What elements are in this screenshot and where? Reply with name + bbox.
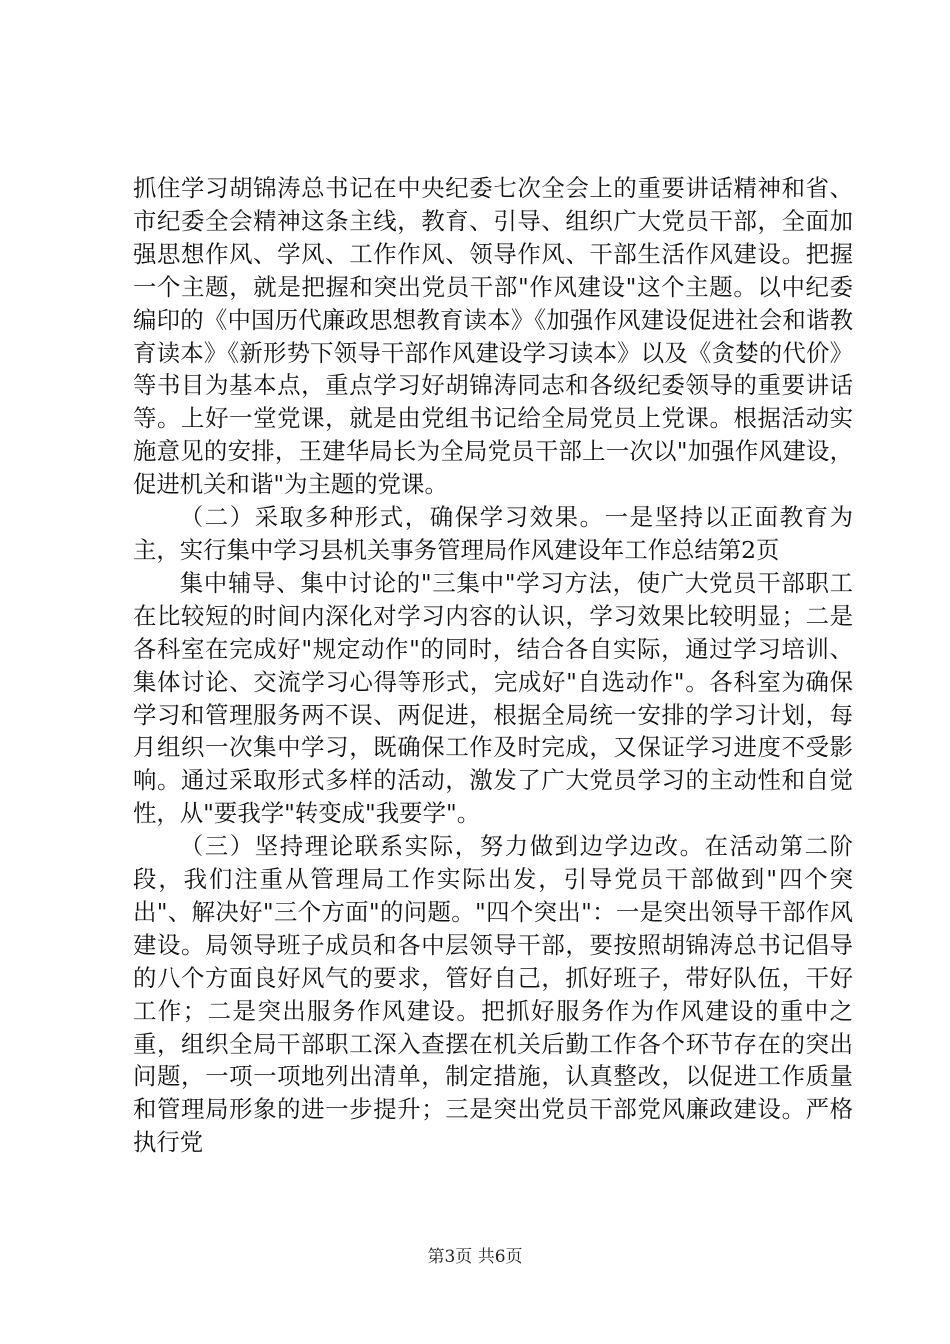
page-footer: 第3页 共6页 <box>427 1247 523 1267</box>
paragraph-1: 抓住学习胡锦涛总书记在中央纪委七次全会上的重要讲话精神和省、市纪委全会精神这条主线，教育、引导、组织广大党员干部，全面加强思想作风、学风、工作作风、领导作风、干部生活作风建设。把握一个主题，就是把握和突出党员干部"作风建设"这个主题。以中纪委编印的《中国历代廉政思想教育读本》《加强作风建设促进社会和谐教育读本》《新形势下领导干部作风建设学习读本》以及《贪婪的代价》等书目为基本点，重点学习好胡锦涛同志和各级纪委领导的重要讲话等。上好一堂党课，就是由党组书记给全局党员上党课。根据活动实施意见的安排，王建华局长为全局党员干部上一次以"加强作风建设，促进机关和谐"为主题的党课。 <box>133 174 853 499</box>
paragraph-3: 集中辅导、集中讨论的"三集中"学习方法，使广大党员干部职工在比较短的时间内深化对学习内容的认识，学习效果比较明显；二是各科室在完成好"规定动作"的同时，结合各自实际，通过学习培训、集体讨论、交流学习心得等形式，完成好"自选动作"。各科室为确保学习和管理服务两不误、两促进，根据全局统一安排的学习计划，每月组织一次集中学习，既确保工作及时完成，又保证学习进度不受影响。通过采取形式多样的活动，激发了广大党员学习的主动性和自觉性，从"要我学"转变成"我要学"。 <box>133 568 853 828</box>
body-text <box>133 172 853 1159</box>
paragraph-4: （三）坚持理论联系实际，努力做到边学边改。在活动第二阶段，我们注重从管理局工作实际出发，引导党员干部做到"四个突出"、解决好"三个方面"的问题。"四个突出"：一是突出领导干部作风建设。局领导班子成员和各中层领导干部，要按照胡锦涛总书记倡导的八个方面良好风气的要求，管好自己，抓好班子，带好队伍，干好工作；二是突出服务作风建设。把抓好服务作为作风建设的重中之重，组织全局干部职工深入查摆在机关后勤工作各个环节存在的突出问题，一项一项地列出清单，制定措施，认真整改，以促进工作质量和管理局形象的进一步提升；三是突出党员干部党风廉政建设。严格执行党 <box>133 832 853 1157</box>
paragraph-2: （二）采取多种形式，确保学习效果。一是坚持以正面教育为主，实行集中学习县机关事务管理局作风建设年工作总结第2页 <box>133 503 853 564</box>
